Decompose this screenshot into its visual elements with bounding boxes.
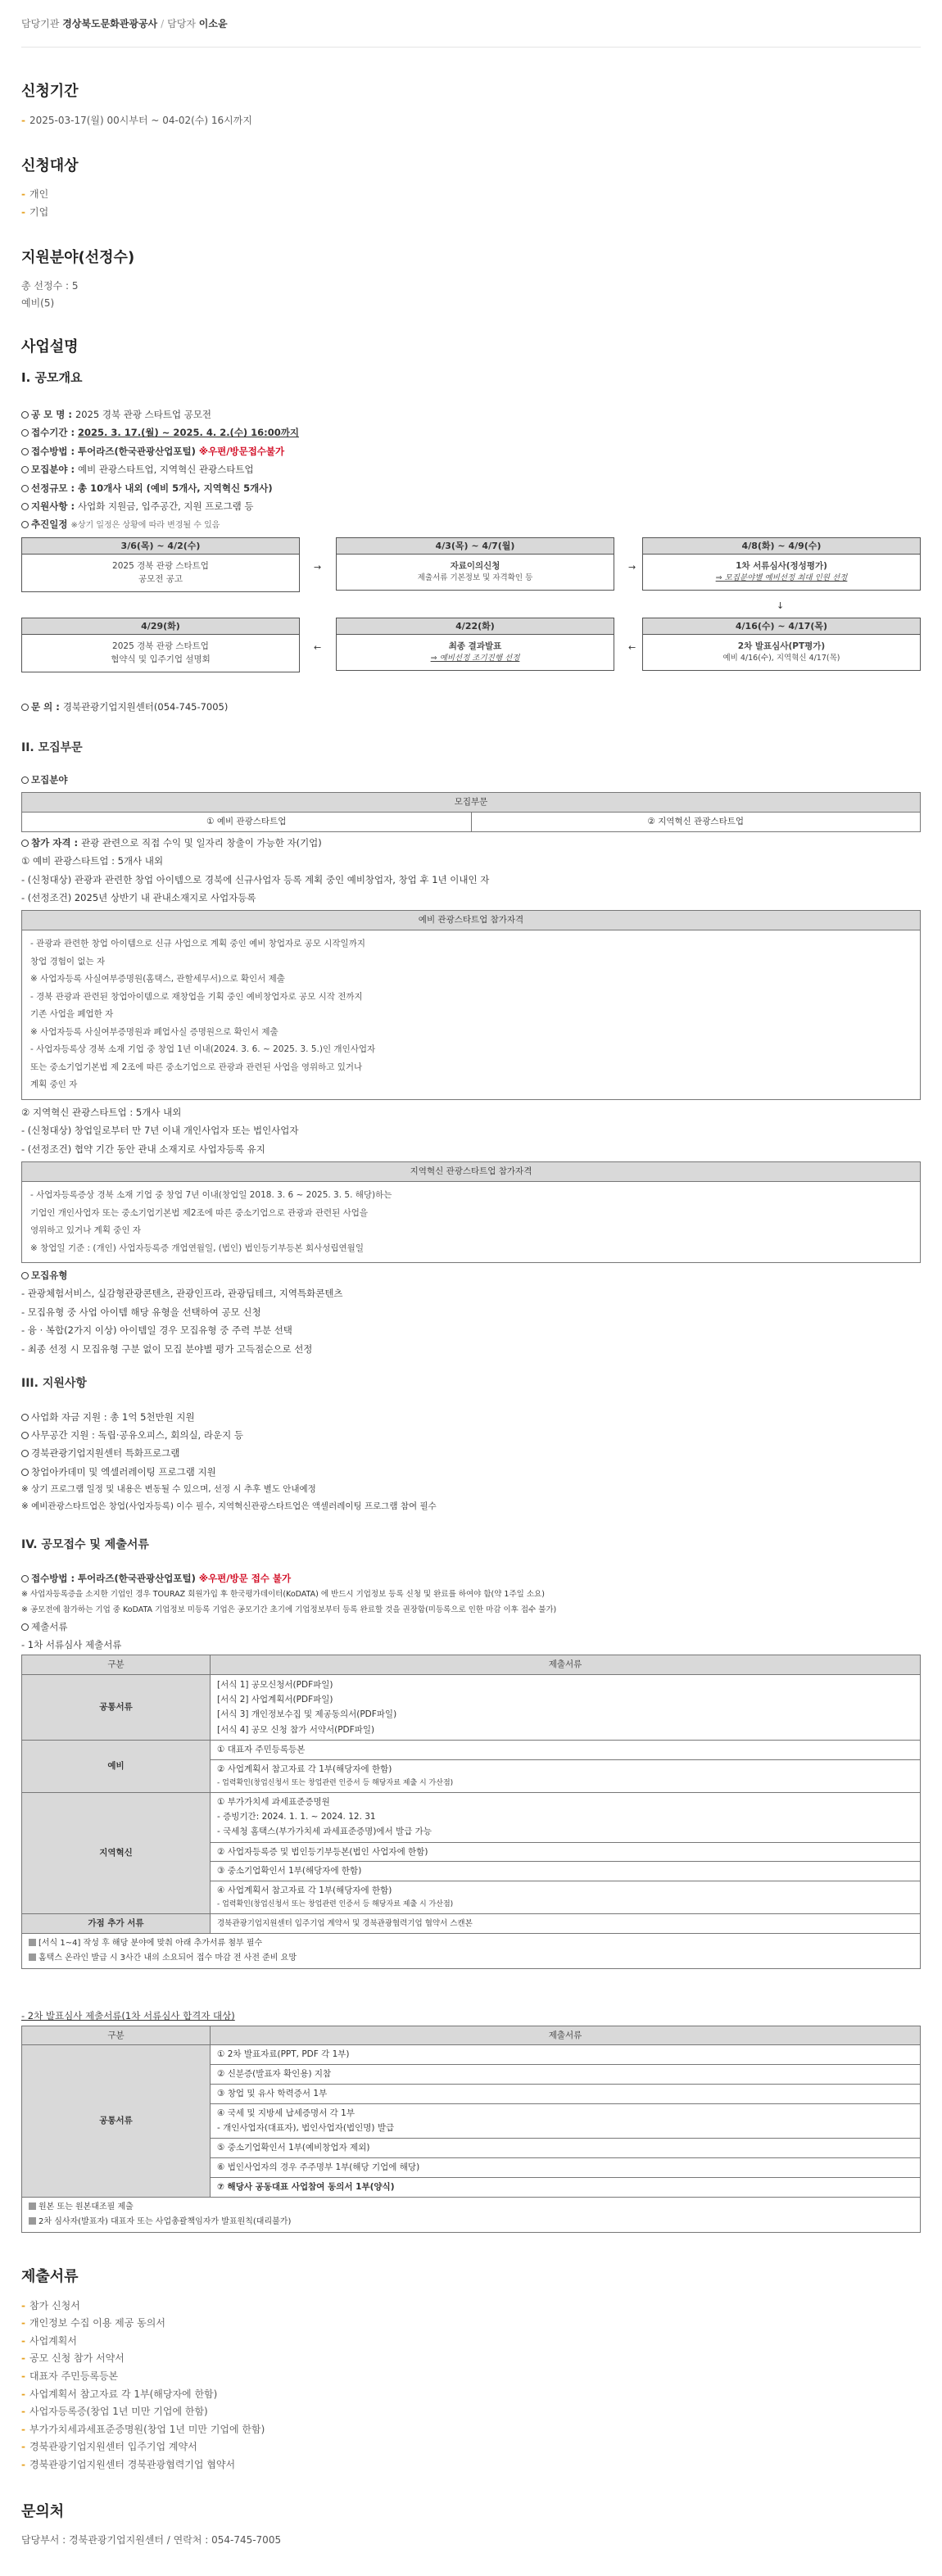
document-item: - 경북관광기업지원센터 입주기업 계약서 — [21, 2438, 921, 2456]
document-item: - 개인정보 수집 이용 제공 동의서 — [21, 2315, 921, 2333]
flow-step: 3/6(목) ~ 4/2(수) 2025 경북 관광 스타트업 공모전 공고 — [21, 537, 300, 592]
target-item: - 개인 — [21, 186, 921, 204]
agency-info: 담당기관 경상북도문화관광공사 / 담당자 이소윤 — [21, 16, 921, 48]
agency-label: 담당기관 — [21, 18, 60, 29]
document-item: - 사업계획서 — [21, 2333, 921, 2351]
arrow-left-icon: ← — [314, 641, 322, 653]
square-note-icon — [29, 2203, 36, 2210]
circle-bullet-icon — [21, 1469, 29, 1476]
agency-name: 경상북도문화관광공사 — [62, 18, 158, 29]
recruit-sub: 모집분야 — [31, 773, 68, 785]
contest-period: 2025. 3. 17.(월) ~ 2025. 4. 2.(수) 16:00까지 — [78, 427, 300, 439]
contest-contact: 경북관광기업지원센터(054-745-7005) — [62, 700, 229, 713]
circle-bullet-icon — [21, 448, 29, 455]
submit-warning: ※우편/방문 접수 불가 — [198, 1572, 292, 1584]
flow-step: 4/3(목) ~ 4/7(월) 자료이의신청 제출서류 기본정보 및 자격확인 등 — [336, 537, 614, 591]
circle-bullet-icon — [21, 1575, 29, 1582]
circle-bullet-icon — [21, 466, 29, 473]
contest-field: 예비 관광스타트업, 지역혁신 관광스타트업 — [78, 464, 254, 476]
flow-step: 4/22(화) 최종 결과발표 ⇒ 예비선정 조기진행 선정 — [336, 618, 614, 671]
square-note-icon — [29, 1954, 36, 1961]
circle-bullet-icon — [21, 1432, 29, 1439]
staff-name: 이소윤 — [198, 18, 228, 29]
period-item: - 2025-03-17(월) 00시부터 ~ 04-02(수) 16시까지 — [21, 112, 921, 130]
first-round-docs-table: 구분 제출서류 공통서류 [서식 1] 공모신청서(PDF파일) [서식 2] 사업계획서(PDF파일) [서식 3] 개인정보수집 및 제공동의서(PDF파일) [서식 4] 공모 신청 참가 서약서(PDF파일) 예비 ① 대표자 주민등록등본 ② 사업계획서 참고자료 각 1부(해당자에 한함) - 업력확인(창업신청서 또는 창업관련 인증서 등 해당자료 제출 시 가산점) 지역혁신 ① 부가가치세 과세표준증명원 - 증빙기간: 2024. 1. 1. ~ 2024. 12. 31 - 국세청 홈택스(부가가치세 과세표준증명)에서 발급 가능 ② 사업자등록증 및 법인등기부등본(법인 사업자에 한함) ③ 중소기업확인서 1부(해당자에 한함) ④ 사업계획서 참고자료 각 1부(해당자에 한함) - 업력확인(창업신청서 또는 창업관련 인증서 등 해당자료 제출 시 가산점) 가점 추가 서류 경북관광기업지원센터 입주기업 계약서 및 경북관광협력기업 협약서 스캔본 [서식 1~4] 작성 후 해당 분야에 맞춰 아래 추가서류 첨부 필수 홈택스 온라인 발급 시 3사간 내의 소요되어 접수 마감 전 사전 준비 요망 — [21, 1655, 921, 1969]
arrow-right-icon: → — [314, 561, 322, 573]
submit-title: IV. 공모접수 및 제출서류 — [21, 1538, 149, 1552]
second-round-title: - 2차 발표심사 제출서류(1차 서류심사 합격자 대상) — [21, 2010, 235, 2022]
pre-startup-qualification-box: 예비 관광스타트업 참가자격 - 관광과 관련한 창업 아이템으로 신규 사업으로 계획 중인 예비 창업자로 공모 시작일까지 창업 경험이 없는 자 ※ 사업자등록 사실여부증명원(홈택스, 관할세무서)으로 확인서 제출 - 경북 관광과 관련된 창업아이템으로 재창업을 기획 중인 예비창업자로 공모 시작 전까지 기존 사업을 폐업한 자 ※ 사업자등록 사실여부증명원과 폐업사실 증명원으로 확인서 제출 - 사업자등록상 경북 소재 기업 중 창업 1년 이내(2024. 3. 6. ~ 2025. 3. 5.)인 개인사업자 또는 중소기업기본법 제 2조에 따른 중소기업으로 관광과 관련된 사업을 영위하고 있거나 계획 중인 자 — [21, 910, 921, 1099]
arrow-right-icon: → — [628, 561, 636, 573]
square-note-icon — [29, 2217, 36, 2225]
document-item: - 사업자등록증(창업 1년 미만 기업에 한함) — [21, 2403, 921, 2421]
circle-bullet-icon — [21, 521, 29, 528]
field-title: 지원분야(선정수) — [21, 248, 135, 266]
circle-bullet-icon — [21, 1623, 29, 1631]
documents-title: 제출서류 — [21, 2267, 79, 2285]
inquiry-text: 담당부서 : 경북관광기업지원센터 / 연락처 : 054-745-7005 — [21, 2534, 282, 2547]
schedule-flow — [21, 537, 921, 726]
contest-support: 사업화 지원금, 입주공간, 지원 프로그램 등 — [78, 500, 254, 513]
second-round-docs-table: 구분 제출서류 공통서류 ① 2차 발표자료(PPT, PDF 각 1부) ② 신분증(발표자 확인용) 지참 ③ 창업 및 유사 학력증서 1부 ④ 국세 및 지방세 납세증명서 각 1부 - 개인사업자(대표자), 법인사업자(법인명) 발급 ⑤ 중소기업확인서 1부(예비창업자 제외) ⑥ 법인사업자의 경우 주주명부 1부(해당 기업에 해당) ⑦ 해당사 공동대표 사업참여 동의서 1부(양식) 원본 또는 원본대조필 제출 2차 심사자(발표자) 대표자 또는 사업총괄책임자가 발표원칙(대리불가) — [21, 2026, 921, 2233]
flow-step: 4/8(화) ~ 4/9(수) 1차 서류심사(정성평가) ⇒ 모집분야별 예비선정 최대 인원 선정 — [642, 537, 921, 591]
recruit-table: 모집부문 ① 예비 관광스타트업 ② 지역혁신 관광스타트업 — [21, 792, 921, 832]
flow-step: 4/29(화) 2025 경북 관광 스타트업 협약식 및 입주기업 설명회 — [21, 618, 300, 672]
document-item: - 참가 신청서 — [21, 2298, 921, 2316]
circle-bullet-icon — [21, 429, 29, 437]
document-item: - 사업계획서 참고자료 각 1부(해당자에 한함) — [21, 2386, 921, 2404]
circle-bullet-icon — [21, 776, 29, 784]
document-item: - 공모 신청 참가 서약서 — [21, 2350, 921, 2368]
circle-bullet-icon — [21, 1414, 29, 1421]
circle-bullet-icon — [21, 1450, 29, 1457]
recruit-title: II. 모집부문 — [21, 741, 83, 755]
overview-title: I. 공모개요 — [21, 369, 83, 385]
period-list — [21, 112, 921, 130]
field-info — [21, 278, 921, 311]
regional-startup-qualification-box: 지역혁신 관광스타트업 참가자격 - 사업자등록증상 경북 소재 기업 중 창업 7년 이내(창업일 2018. 3. 6 ~ 2025. 3. 5. 해당)하는 기업인 개인사업자 또는 중소기업기본법 제2조에 따른 중소기업으로 관광과 관련된 사업을 영위하고 있거나 계획 중인 자 ※ 창업일 기준 : (개인) 사업자등록증 개업연월일, (법인) 법인등기부등본 회사성립연월일 — [21, 1161, 921, 1263]
page: 담당기관 경상북도문화관광공사 / 담당자 이소윤 신청기간 - 2025-03-17(월) 00시부터 ~ 04-02(수) 16시까지 신청대상 - 개인 - 기업 지원분야(선정수) 총 선정수 : 5 예비(5) 사업설명 I. 공모개요 공 모 명 : 2025 경북 관광 스타트업 공모전 접수기간 : 2025. 3. 17.(월) ~ 2025. 4. 2.(수) 16:00까지 접수방법 : 투어라즈(한국관광산업포털) ※우편/방문접수불가 모집분야 : 예비 관광스타트업, 지역혁신 관광스타트업 선정규모 : 총 10개사 내외 (예비 5개사, 지역혁신 5개사) 지원사항 : 사업화 지원금, 입주공간, 지원 프로그램 등 추진일정 ※상기 일정은 상황에 따라 변경될 수 있음 3/6(목) ~ 4/2(수) 2025 경북 관광 스타트업 공모전 공고 → 4/3(목) ~ 4/7(월) 자료이의신청 제출서류 기본정보 및 자격확인 등 → 4/8(화) ~ 4/9(수) 1차 서류심사(정성평가) ⇒ 모집분야별 예비선정 최대 인원 선정 ↓ 4/16(수) ~ 4/17(목) 2차 발표심사(PT평가) 예비 4/16(수), 지역혁신 4/17(목) ← 4/22(화) 최종 결과발표 ⇒ 예비선정 조기진행 선정 ← 4/29(화) 2025 경북 관광 스타트업 협약식 및 입주기업 설명회 문 의 : 경북관광기업지원센터(054-745-7005) II. 모집부문 모집분야 모집부문 ① 예비 관광스타트업 ② 지역혁신 관광스타트업 참가 자격 : 관광 관련으로 직접 수익 및 일자리 창출이 가능한 자(기업) ① 예비 관광스타트업 : 5개사 내외 - (신청대상) 관광과 관련한 창업 아이템으로 경북에 신규사업자 등록 계획 중인 예비창업자, 창업 후 1년 이내인 자 - (선정조건) 2025년 상반기 내 관내소재지로 사업자등록 예비 관광스타트업 참가자격 - 관광과 관련한 창업 아이템으로 신규 사업으로 계획 중인 예비 창업자로 공모 시작일까지 창업 경험이 없는 자 ※ 사업자등록 사실여부증명원(홈택스, 관할세무서)으로 확인서 제출 - 경북 관광과 관련된 창업아이템으로 재창업을 기획 중인 예비창업자로 공모 시작 전까지 기존 사업을 폐업한 자 ※ 사업자등록 사실여부증명원과 폐업사실 증명원으로 확인서 제출 - 사업자등록상 경북 소재 기업 중 창업 1년 이내(2024. 3. 6. ~ 2025. 3. 5.)인 개인사업자 또는 중소기업기본법 제 2조에 따른 중소기업으로 관광과 관련된 사업을 영위하고 있거나 계획 중인 자 ② 지역혁신 관광스타트업 : 5개사 내외 - (신청대상) 창업일로부터 만 7년 이내 개인사업자 또는 법인사업자 - (선정조건) 협약 기간 동안 관내 소재지로 사업자등록 유지 지역혁신 관광스타트업 참가자격 - 사업자등록증상 경북 소재 기업 중 창업 7년 이내(창업일 2018. 3. 6 ~ 2025. 3. 5. 해당)하는 기업인 개인사업자 또는 중소기업기본법 제2조에 따른 중소기업으로 관광과 관련된 사업을 영위하고 있거나 계획 중인 자 ※ 창업일 기준 : (개인) 사업자등록증 개업연월일, (법인) 법인등기부등본 회사성립연월일 모집유형 - 관광체험서비스, 실감형관광콘텐츠, 관광인프라, 관광딥테크, 지역특화콘텐츠 - 모집유형 중 사업 아이템 해당 유형을 선택하여 공모 신청 - 융 · 복합(2가지 이상) 아이템일 경우 모집유형 중 주력 부분 선택 - 최종 선정 시 모집유형 구분 없이 모집 분야별 평가 고득점순으로 선정 III. 지원사항 사업화 자금 지원 : 총 1억 5천만원 지원 사무공간 지원 : 독립·공유오피스, 회의실, 라운지 등 경북관광기업지원센터 특화프로그램 창업아카데미 및 엑셀러레이팅 프로그램 지원 ※ 상기 프로그램 일정 및 내용은 변동될 수 있으며, 선정 시 추후 별도 안내예정 ※ 예비관광스타트업은 창업(사업자등록) 이수 필수, 지역혁신관광스타트업은 액셀러레이팅 프로그램 참여 필수 IV. 공모접수 및 제출서류 접수방법 : 투어라즈(한국관광산업포털) ※우편/방문 접수 불가 ※ 사업자등록증을 소지한 기업인 경우 TOURAZ 회원가입 후 한국평가데이터(KoDATA) 에 반드시 기업정보 등록 신청 및 완료를 하여야 함(약 1주일 소요) ※ 공모전에 참가하는 기업 중 KoDATA 기업정보 미등록 기업은 공모기간 초기에 기업정보부터 등록 완료할 것을 권장함(미등록으로 인한 마감 이후 접수 불가) 제출서류 - 1차 서류심사 제출서류 구분 제출서류 공통서류 [서식 1] 공모신청서(PDF파일) [서식 2] 사업계획서(PDF파일) [서식 3] 개인정보수집 및 제공동의서(PDF파일) [서식 4] 공모 신청 참가 서약서(PDF파일) 예비 ① 대표자 주민등록등본 ② 사업계획서 참고자료 각 1부(해당자에 한함) - 업력확인(창업신청서 또는 창업관련 인증서 등 해당자료 제출 시 가산점) 지역혁신 ① 부가가치세 과세표준증명원 - 증빙기간: 2024. 1. 1. ~ 2024. 12. 31 - 국세청 홈택스(부가가치세 과세표준증명)에서 발급 가능 ② 사업자등록증 및 법인등기부등본(법인 사업자에 한함) ③ 중소기업확인서 1부(해당자에 한함) ④ 사업계획서 참고자료 각 1부(해당자에 한함) - 업력확인(창업신청서 또는 창업관련 인증서 등 해당자료 제출 시 가산점) 가점 추가 서류 경북관광기업지원센터 입주기업 계약서 및 경북관광협력기업 협약서 스캔본 [서식 1~4] 작성 후 해당 분야에 맞춰 아래 추가서류 첨부 필수 홈택스 온라인 발급 시 3사간 내의 소요되어 접수 마감 전 사전 준비 요망 - 2차 발표심사 제출서류(1차 서류심사 합격자 대상) 구분 제출서류 공통서류 ① 2차 발표자료(PPT, PDF 각 1부) ② 신분증(발표자 확인용) 지참 ③ 창업 및 유사 학력증서 1부 ④ 국세 및 지방세 납세증명서 각 1부 - 개인사업자(대표자), 법인사업자(법인명) 발급 ⑤ 중소기업확인서 1부(예비창업자 제외) ⑥ 법인사업자의 경우 주주명부 1부(해당 기업에 해당) ⑦ 해당사 공동대표 사업참여 동의서 1부(양식) 원본 또는 원본대조필 제출 2차 심사자(발표자) 대표자 또는 사업총괄책임자가 발표원칙(대리불가) 제출서류 - 참가 신청서 - 개인정보 수집 이용 제공 동의서 - 사업계획서 - 공모 신청 참가 서약서 - 대표자 주민등록등본 - 사업계획서 참고자료 각 1부(해당자에 한함) - 사업자등록증(창업 1년 미만 기업에 한함) - 부가가치세과세표준증명원(창업 1년 미만 기업에 한함) - 경북관광기업지원센터 입주기업 계약서 - 경북관광기업지원센터 경북관광협력기업 협약서 문의처 담당부서 : 경북관광기업지원센터 / 연락처 : 054-745-7005 — [0, 0, 942, 2572]
circle-bullet-icon — [21, 485, 29, 492]
contest-scale: 총 10개사 내외 (예비 5개사, 지역혁신 5개사) — [78, 482, 273, 494]
square-note-icon — [29, 1939, 36, 1946]
document-item: - 대표자 주민등록등본 — [21, 2368, 921, 2386]
circle-bullet-icon — [21, 503, 29, 510]
schedule-note: ※상기 일정은 상황에 따라 변경될 수 있음 — [70, 521, 220, 531]
flow-step: 4/16(수) ~ 4/17(목) 2차 발표심사(PT평가) 예비 4/16(수), 지역혁신 4/17(목) — [642, 618, 921, 671]
business-title: 사업설명 — [21, 338, 79, 356]
arrow-left-icon: ← — [628, 641, 636, 653]
document-item: - 경북관광기업지원센터 경북관광협력기업 협약서 — [21, 2456, 921, 2474]
documents-list — [21, 2298, 921, 2474]
staff-label: 담당자 — [167, 18, 196, 29]
arrow-down-icon: ↓ — [777, 600, 785, 611]
method-warning: ※우편/방문접수불가 — [198, 445, 285, 457]
period-title: 신청기간 — [21, 83, 79, 101]
target-item: - 기업 — [21, 204, 921, 222]
circle-bullet-icon — [21, 411, 29, 419]
contest-name: 2025 경북 관광 스타트업 공모전 — [75, 408, 212, 420]
support-title: III. 지원사항 — [21, 1377, 87, 1391]
inquiry-title: 문의처 — [21, 2502, 65, 2520]
target-title: 신청대상 — [21, 156, 79, 174]
qualification: 관광 관련으로 직접 수익 및 일자리 창출이 가능한 자(기업) — [81, 836, 322, 849]
circle-bullet-icon — [21, 840, 29, 847]
document-item: - 부가가치세과세표준증명원(창업 1년 미만 기업에 한함) — [21, 2421, 921, 2439]
circle-bullet-icon — [21, 1272, 29, 1279]
target-list — [21, 186, 921, 221]
recruit-type-title: 모집유형 — [31, 1270, 68, 1282]
field-pre: 예비(5) — [21, 297, 55, 309]
field-total: 총 선정수 : 5 — [21, 280, 79, 292]
overview-lines: 공 모 명 : 2025 경북 관광 스타트업 공모전 접수기간 : 2025. 3. 17.(월) ~ 2025. 4. 2.(수) 16:00까지 접수방법 : 투어라즈(한국관광산업포털) ※우편/방문접수불가 모집분야 : 예비 관광스타트업, 지역혁신 관광스타트업 선정규모 : 총 10개사 내외 (예비 5개사, 지역혁신 5개사) 지원사항 : 사업화 지원금, 입주공간, 지원 프로그램 등 추진일정 ※상기 일정은 상황에 따라 변경될 수 있음 — [21, 405, 921, 534]
